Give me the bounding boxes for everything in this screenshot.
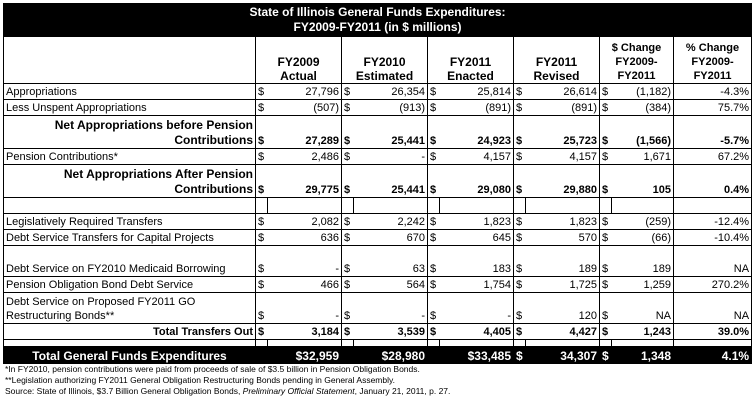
dollar-sign: $ xyxy=(256,165,268,198)
cell-value: 26,614 xyxy=(526,84,600,100)
cell-value: 25,814 xyxy=(440,84,514,100)
table-row xyxy=(4,116,752,149)
expenditure-table-container xyxy=(3,3,751,397)
cell-value: - xyxy=(354,293,428,324)
dollar-sign: $ xyxy=(428,277,440,293)
dollar-sign: $ xyxy=(514,214,526,230)
dollar-sign: $ xyxy=(256,324,268,340)
row-label: Net Appropriations After Pension Contributions xyxy=(4,165,256,198)
cell-value: 645 xyxy=(440,230,514,246)
total-percent: 4.1% xyxy=(674,347,752,364)
dollar-sign: $ xyxy=(600,277,612,293)
cell-percent: NA xyxy=(674,293,752,324)
cell-percent: -12.4% xyxy=(674,214,752,230)
cell-value: 1,259 xyxy=(612,277,674,293)
table-row xyxy=(4,100,752,116)
dollar-sign: $ xyxy=(428,246,440,277)
dollar-sign: $ xyxy=(514,246,526,277)
total-value: $33,485 xyxy=(428,347,514,364)
cell-percent: -4.3% xyxy=(674,84,752,100)
dollar-sign: $ xyxy=(256,84,268,100)
table-row xyxy=(4,84,752,100)
cell-value: 670 xyxy=(354,230,428,246)
dollar-sign: $ xyxy=(514,293,526,324)
dollar-sign: $ xyxy=(256,100,268,116)
dollar-sign: $ xyxy=(428,100,440,116)
cell-value: 26,354 xyxy=(354,84,428,100)
dollar-sign: $ xyxy=(514,84,526,100)
cell-value: 1,823 xyxy=(526,214,600,230)
cell-value: 564 xyxy=(354,277,428,293)
cell-percent: 0.4% xyxy=(674,165,752,198)
dollar-sign: $ xyxy=(342,100,354,116)
spacer-row xyxy=(4,340,752,347)
total-value: 1,348 xyxy=(612,347,674,364)
cell-percent: 270.2% xyxy=(674,277,752,293)
table-row xyxy=(4,230,752,246)
dollar-sign: $ xyxy=(342,149,354,165)
dollar-sign: $ xyxy=(600,347,612,364)
dollar-sign: $ xyxy=(600,116,612,149)
cell-value: 4,157 xyxy=(440,149,514,165)
dollar-sign: $ xyxy=(342,165,354,198)
cell-value: - xyxy=(268,293,342,324)
cell-value: 63 xyxy=(354,246,428,277)
cell-value: 2,486 xyxy=(268,149,342,165)
dollar-sign: $ xyxy=(514,100,526,116)
cell-value: 27,289 xyxy=(268,116,342,149)
total-value: $28,980 xyxy=(342,347,428,364)
dollar-sign: $ xyxy=(514,347,526,364)
dollar-sign: $ xyxy=(514,324,526,340)
dollar-sign: $ xyxy=(428,116,440,149)
row-label: Pension Contributions* xyxy=(4,149,256,165)
dollar-sign: $ xyxy=(600,84,612,100)
dollar-sign: $ xyxy=(342,116,354,149)
cell-value: 120 xyxy=(526,293,600,324)
column-header-row xyxy=(4,37,752,84)
dollar-sign: $ xyxy=(342,277,354,293)
dollar-sign: $ xyxy=(514,165,526,198)
cell-value: 466 xyxy=(268,277,342,293)
cell-value: (913) xyxy=(354,100,428,116)
row-label: Debt Service Transfers for Capital Projects xyxy=(4,230,256,246)
cell-value: 105 xyxy=(612,165,674,198)
cell-percent: 67.2% xyxy=(674,149,752,165)
dollar-sign: $ xyxy=(428,165,440,198)
table-row xyxy=(4,324,752,340)
dollar-sign: $ xyxy=(342,230,354,246)
total-value: 34,307 xyxy=(526,347,600,364)
dollar-sign: $ xyxy=(256,246,268,277)
cell-percent: NA xyxy=(674,246,752,277)
cell-value: (66) xyxy=(612,230,674,246)
cell-percent: 39.0% xyxy=(674,324,752,340)
cell-value: 4,157 xyxy=(526,149,600,165)
header-percent-change: % Change FY2009- FY2011 xyxy=(674,37,752,84)
dollar-sign: $ xyxy=(342,324,354,340)
cell-value: 2,082 xyxy=(268,214,342,230)
footnote-2: **Legislation authorizing FY2011 General Obligation Restructuring Bonds pending in General Assembly. xyxy=(5,375,395,385)
header-dollar-change: $ Change FY2009- FY2011 xyxy=(600,37,674,84)
cell-percent: -10.4% xyxy=(674,230,752,246)
header-fy2011-revised: FY2011 Revised xyxy=(514,37,600,84)
cell-value: - xyxy=(268,246,342,277)
dollar-sign: $ xyxy=(256,230,268,246)
cell-value: 1,725 xyxy=(526,277,600,293)
footnote-1: *In FY2010, pension contributions were paid from proceeds of sale of $3.5 billion in Pension Obligation Bonds. xyxy=(5,364,420,374)
cell-value: (891) xyxy=(440,100,514,116)
cell-value: 25,723 xyxy=(526,116,600,149)
cell-value: 3,184 xyxy=(268,324,342,340)
dollar-sign: $ xyxy=(428,149,440,165)
total-row xyxy=(4,347,752,364)
cell-value: (891) xyxy=(526,100,600,116)
dollar-sign: $ xyxy=(256,277,268,293)
dollar-sign: $ xyxy=(514,116,526,149)
blank-row xyxy=(4,198,752,214)
cell-value: 1,671 xyxy=(612,149,674,165)
cell-value: 27,796 xyxy=(268,84,342,100)
cell-value: 24,923 xyxy=(440,116,514,149)
cell-value: 25,441 xyxy=(354,165,428,198)
dollar-sign: $ xyxy=(342,214,354,230)
dollar-sign: $ xyxy=(600,230,612,246)
dollar-sign: $ xyxy=(514,230,526,246)
cell-value: 189 xyxy=(526,246,600,277)
table-title: State of Illinois General Funds Expenditures: FY2009-FY2011 (in $ millions) xyxy=(4,4,752,37)
dollar-sign: $ xyxy=(428,230,440,246)
header-fy2010: FY2010 Estimated xyxy=(342,37,428,84)
cell-value: 1,823 xyxy=(440,214,514,230)
cell-value: 1,243 xyxy=(612,324,674,340)
row-label: Total Transfers Out xyxy=(4,324,256,340)
dollar-sign: $ xyxy=(600,246,612,277)
table-row xyxy=(4,277,752,293)
expenditures-table xyxy=(3,3,752,364)
cell-value: 4,427 xyxy=(526,324,600,340)
total-value: $32,959 xyxy=(256,347,342,364)
header-fy2009: FY2009 Actual xyxy=(256,37,342,84)
dollar-sign: $ xyxy=(600,293,612,324)
dollar-sign: $ xyxy=(600,214,612,230)
cell-value: 29,880 xyxy=(526,165,600,198)
cell-value: 4,405 xyxy=(440,324,514,340)
row-label: Less Unspent Appropriations xyxy=(4,100,256,116)
total-label: Total General Funds Expenditures xyxy=(4,347,256,364)
dollar-sign: $ xyxy=(600,324,612,340)
row-label: Appropriations xyxy=(4,84,256,100)
cell-value: 636 xyxy=(268,230,342,246)
header-fy2011-enacted: FY2011 Enacted xyxy=(428,37,514,84)
dollar-sign: $ xyxy=(600,100,612,116)
cell-value: 183 xyxy=(440,246,514,277)
row-label: Legislatively Required Transfers xyxy=(4,214,256,230)
cell-value: 25,441 xyxy=(354,116,428,149)
cell-value: (507) xyxy=(268,100,342,116)
dollar-sign: $ xyxy=(428,293,440,324)
dollar-sign: $ xyxy=(342,293,354,324)
dollar-sign: $ xyxy=(428,214,440,230)
dollar-sign: $ xyxy=(514,277,526,293)
cell-value: 3,539 xyxy=(354,324,428,340)
dollar-sign: $ xyxy=(428,84,440,100)
dollar-sign: $ xyxy=(342,246,354,277)
dollar-sign: $ xyxy=(256,116,268,149)
cell-value: (1,182) xyxy=(612,84,674,100)
dollar-sign: $ xyxy=(256,293,268,324)
cell-value: 570 xyxy=(526,230,600,246)
cell-percent: 75.7% xyxy=(674,100,752,116)
table-row xyxy=(4,165,752,198)
cell-value: 189 xyxy=(612,246,674,277)
row-label: Net Appropriations before Pension Contributions xyxy=(4,116,256,149)
dollar-sign: $ xyxy=(514,149,526,165)
cell-percent: -5.7% xyxy=(674,116,752,149)
dollar-sign: $ xyxy=(342,84,354,100)
cell-value: 29,775 xyxy=(268,165,342,198)
cell-value: 1,754 xyxy=(440,277,514,293)
cell-value: - xyxy=(354,149,428,165)
cell-value: (384) xyxy=(612,100,674,116)
dollar-sign: $ xyxy=(428,324,440,340)
cell-value: (259) xyxy=(612,214,674,230)
footnotes xyxy=(3,364,751,397)
cell-value: 2,242 xyxy=(354,214,428,230)
cell-value: (1,566) xyxy=(612,116,674,149)
cell-value: 29,080 xyxy=(440,165,514,198)
row-label: Pension Obligation Bond Debt Service xyxy=(4,277,256,293)
source-note: Source: State of Illinois, $3.7 Billion General Obligation Bonds, Preliminary Official Statement, January 21, 2011, p. 27. xyxy=(5,386,451,396)
table-row xyxy=(4,293,752,324)
table-row xyxy=(4,246,752,277)
dollar-sign: $ xyxy=(600,149,612,165)
row-label: Debt Service on Proposed FY2011 GO Restructuring Bonds** xyxy=(4,293,256,324)
row-label: Debt Service on FY2010 Medicaid Borrowing xyxy=(4,246,256,277)
table-row xyxy=(4,149,752,165)
dollar-sign: $ xyxy=(256,214,268,230)
dollar-sign: $ xyxy=(600,165,612,198)
dollar-sign: $ xyxy=(256,149,268,165)
cell-value: - xyxy=(440,293,514,324)
table-row xyxy=(4,214,752,230)
cell-value: NA xyxy=(612,293,674,324)
